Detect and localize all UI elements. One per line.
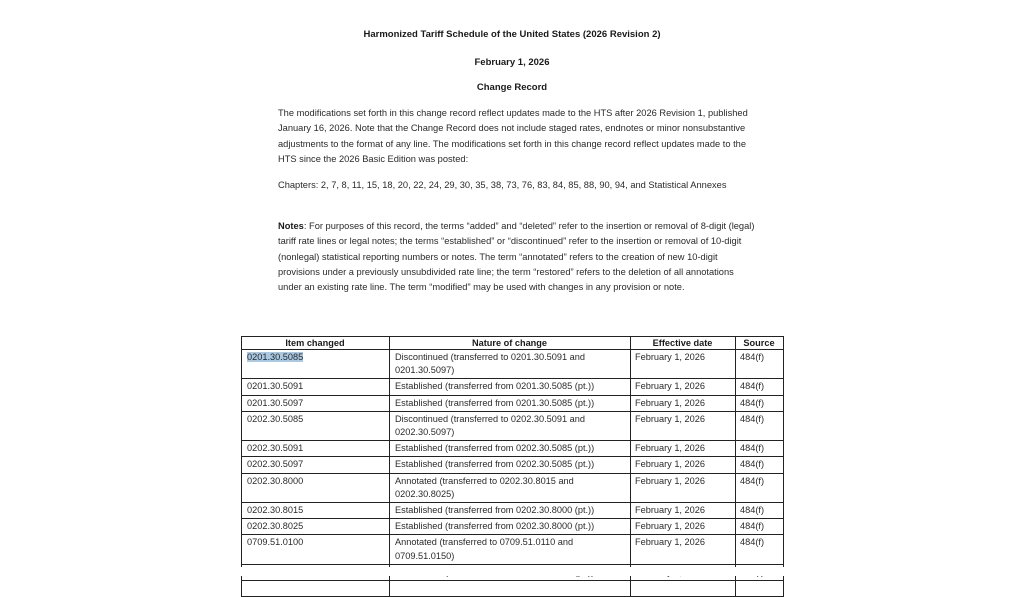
cell-effective-date-text: February 1, 2026	[635, 397, 705, 408]
cell-item-changed-text: 0202.30.5097	[247, 459, 304, 470]
cell-nature-of-change-text: Established (transferred from 0201.30.5085 (pt.))	[395, 397, 595, 408]
cell-item-changed[interactable]	[242, 350, 390, 379]
cell-source-text: 484(f)	[740, 459, 765, 470]
cell-nature-of-change-text: Established (transferred from 0202.30.5085 (pt.))	[395, 443, 595, 454]
cell-nature-of-change[interactable]	[390, 473, 631, 502]
cell-source[interactable]	[736, 473, 784, 502]
cell-item-changed[interactable]	[242, 519, 390, 535]
cell-source-text: 484(f)	[740, 475, 765, 486]
cell-nature-of-change[interactable]	[390, 535, 631, 564]
cell-item-changed-text: 0202.30.5085	[247, 413, 304, 424]
cell-nature-of-change-text: Established (transferred from 0201.30.5085 (pt.))	[395, 381, 595, 392]
cell-nature-of-change-text: Annotated (transferred to 0709.51.0110 and 0709.51.0150)	[395, 537, 574, 561]
table-row	[242, 473, 784, 502]
cell-source-text: 484(f)	[740, 521, 765, 532]
section-heading: Change Record	[476, 82, 548, 93]
header-item-changed: Item changed	[242, 337, 390, 350]
intro-paragraph: The modifications set forth in this change record reflect updates made to the HTS after 2026 Revision 1, published January 16, 2026. Note that the Change Record does not include staged rates, endnotes or minor nonsubstantive adjustments to the format of any line. The modifications set forth in this change record reflect updates made to the HTS since the 2026 Basic Edition was posted:	[278, 108, 748, 164]
cell-item-changed-text: 0201.30.5091	[247, 381, 304, 392]
cell-effective-date[interactable]	[631, 457, 736, 473]
table-row	[242, 350, 784, 379]
table-body	[242, 350, 784, 597]
cell-item-changed[interactable]	[242, 473, 390, 502]
cell-effective-date-text: February 1, 2026	[635, 459, 705, 470]
page-cutoff	[0, 567, 1024, 576]
header-effective-date: Effective date	[631, 337, 736, 350]
cell-source[interactable]	[736, 503, 784, 519]
cell-item-changed-text: 0202.30.8025	[247, 521, 304, 532]
cell-item-changed-text: 0709.51.0100	[247, 537, 304, 548]
cell-effective-date-text: February 1, 2026	[635, 505, 705, 516]
cell-effective-date[interactable]	[631, 395, 736, 411]
cell-effective-date[interactable]	[631, 535, 736, 564]
table-row	[242, 535, 784, 564]
cell-source[interactable]	[736, 411, 784, 440]
cell-nature-of-change-text: Established (transferred from 0202.30.8000 (pt.))	[395, 521, 595, 532]
table-row	[242, 503, 784, 519]
cell-item-changed[interactable]	[242, 379, 390, 395]
cell-item-changed-text: 0201.30.5085	[247, 352, 304, 362]
cell-nature-of-change[interactable]	[390, 350, 631, 379]
cell-empty	[631, 581, 736, 597]
cell-nature-of-change-text: Annotated (transferred to 0202.30.8015 and 0202.30.8025)	[395, 475, 574, 499]
cell-effective-date[interactable]	[631, 519, 736, 535]
cell-effective-date[interactable]	[631, 379, 736, 395]
cell-item-changed-text: 0202.30.8000	[247, 475, 304, 486]
cell-effective-date-text: February 1, 2026	[635, 381, 705, 392]
cell-item-changed[interactable]	[242, 411, 390, 440]
cell-effective-date-text: February 1, 2026	[635, 521, 705, 532]
cell-source[interactable]	[736, 519, 784, 535]
document-title: Harmonized Tariff Schedule of the United States (2026 Revision 2)	[363, 29, 661, 40]
document-date: February 1, 2026	[474, 57, 550, 68]
cell-effective-date-text: February 1, 2026	[635, 537, 705, 548]
cell-empty	[736, 581, 784, 597]
cell-effective-date[interactable]	[631, 473, 736, 502]
table-row	[242, 457, 784, 473]
notes-text: : For purposes of this record, the terms “added” and “deleted” refer to the insertion or removal of 8-digit (legal) tariff rate lines or legal notes; the terms “established” or “discontinued” refer to the insertion or removal of 10-digit (nonlegal) statistical reporting numbers or notes. The term “annotated” refers to the creation of new 10-digit provisions under a previously unsubdivided rate line; the term “restored” refers to the deletion of all annotations under an existing rate line. The term “modified” may be used with changes in any provision or note.	[278, 221, 755, 293]
cell-nature-of-change[interactable]	[390, 519, 631, 535]
cell-effective-date-text: February 1, 2026	[635, 413, 705, 424]
cell-empty	[390, 581, 631, 597]
table-row	[242, 519, 784, 535]
cell-source[interactable]	[736, 457, 784, 473]
cell-source-text: 484(f)	[740, 537, 765, 548]
cell-source[interactable]	[736, 441, 784, 457]
cell-item-changed[interactable]	[242, 535, 390, 564]
cell-source[interactable]	[736, 395, 784, 411]
cell-nature-of-change[interactable]	[390, 395, 631, 411]
cell-nature-of-change-text: Established (transferred from 0202.30.5085 (pt.))	[395, 459, 595, 470]
cell-item-changed-text: 0201.30.5097	[247, 397, 304, 408]
change-record-table	[241, 336, 784, 597]
cell-effective-date[interactable]	[631, 503, 736, 519]
header-source: Source	[736, 337, 784, 350]
chapters-paragraph: Chapters: 2, 7, 8, 11, 15, 18, 20, 22, 24, 29, 30, 35, 38, 73, 76, 83, 84, 85, 88, 90, 94, and Statistical Annexes	[278, 180, 727, 190]
cell-item-changed[interactable]	[242, 457, 390, 473]
table-row	[242, 411, 784, 440]
cell-source[interactable]	[736, 535, 784, 564]
cell-item-changed[interactable]	[242, 441, 390, 457]
cell-nature-of-change[interactable]	[390, 457, 631, 473]
table-row	[242, 379, 784, 395]
cell-source-text: 484(f)	[740, 381, 765, 392]
notes-paragraph	[278, 219, 758, 295]
cell-source-text: 484(f)	[740, 397, 765, 408]
cell-effective-date[interactable]	[631, 411, 736, 440]
table-row	[242, 441, 784, 457]
header-nature-of-change: Nature of change	[390, 337, 631, 350]
cell-source-text: 484(f)	[740, 352, 765, 362]
notes-label: Notes	[278, 221, 304, 231]
cell-nature-of-change[interactable]	[390, 441, 631, 457]
cell-nature-of-change[interactable]	[390, 411, 631, 440]
cell-effective-date-text: February 1, 2026	[635, 475, 705, 486]
table-row-partial	[242, 581, 784, 597]
cell-effective-date[interactable]	[631, 441, 736, 457]
cell-effective-date[interactable]	[631, 350, 736, 379]
cell-source-text: 484(f)	[740, 443, 765, 454]
cell-nature-of-change-text: Discontinued (transferred to 0202.30.5091 and 0202.30.5097)	[395, 413, 586, 438]
cell-nature-of-change[interactable]	[390, 503, 631, 519]
cell-item-changed-text: 0202.30.5091	[247, 443, 304, 454]
table-header-row	[242, 337, 784, 350]
cell-nature-of-change-text: Discontinued (transferred to 0201.30.5091 and 0201.30.5097)	[395, 352, 586, 376]
cell-effective-date-text: February 1, 2026	[635, 352, 705, 362]
cell-item-changed-text: 0202.30.8015	[247, 505, 304, 516]
cell-item-changed[interactable]	[242, 395, 390, 411]
cell-source-text: 484(f)	[740, 413, 765, 424]
cell-source[interactable]	[736, 379, 784, 395]
cell-source[interactable]	[736, 350, 784, 379]
cell-item-changed[interactable]	[242, 503, 390, 519]
cell-effective-date-text: February 1, 2026	[635, 443, 705, 454]
cell-empty	[242, 581, 390, 597]
cell-nature-of-change-text: Established (transferred from 0202.30.8000 (pt.))	[395, 505, 595, 516]
table-row	[242, 395, 784, 411]
cell-source-text: 484(f)	[740, 505, 765, 516]
cell-nature-of-change[interactable]	[390, 379, 631, 395]
